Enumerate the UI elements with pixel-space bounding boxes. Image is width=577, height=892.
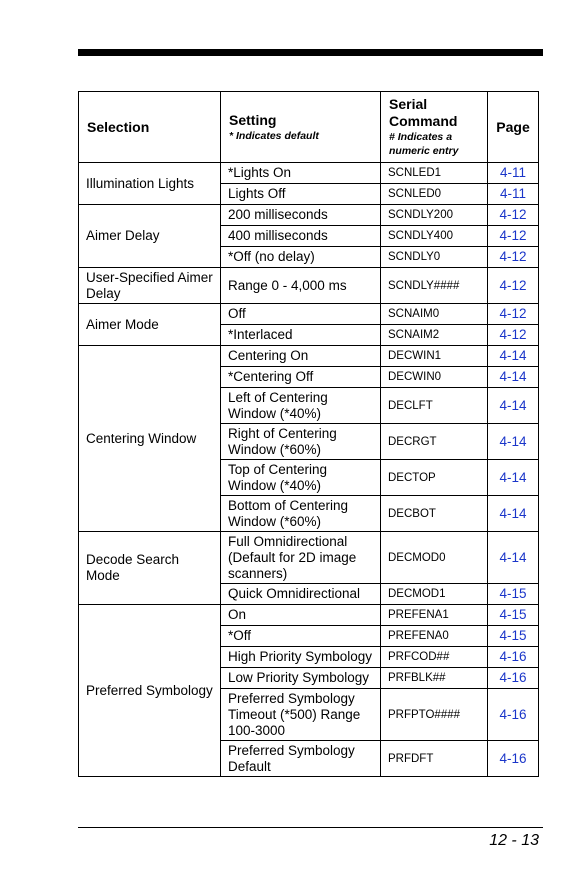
command-cell: SCNDLY0 [381, 247, 488, 268]
page-link[interactable]: 4-12 [488, 304, 539, 325]
command-cell: PRFCOD## [381, 647, 488, 668]
page-link[interactable]: 4-14 [488, 367, 539, 388]
page-link[interactable]: 4-12 [488, 205, 539, 226]
page-link[interactable]: 4-14 [488, 346, 539, 367]
table-row [79, 268, 539, 304]
setting-cell: *Lights On [221, 163, 381, 184]
setting-cell: *Centering Off [221, 367, 381, 388]
setting-cell: Lights Off [221, 184, 381, 205]
selection-cell: Aimer Mode [79, 304, 221, 346]
page-link[interactable]: 4-16 [488, 647, 539, 668]
table-row [79, 605, 539, 626]
command-cell: SCNDLY200 [381, 205, 488, 226]
selection-cell: User-Specified Aimer Delay [79, 268, 221, 304]
setting-cell: Bottom of Centering Window (*60%) [221, 496, 381, 532]
page-link[interactable]: 4-14 [488, 532, 539, 584]
command-cell: SCNDLY#### [381, 268, 488, 304]
command-cell: SCNLED1 [381, 163, 488, 184]
header-serial-command: Serial Command # Indicates a numeric entry [381, 92, 488, 163]
setting-cell: Full Omnidirectional (Default for 2D image scanners) [221, 532, 381, 584]
setting-cell: Preferred Symbology Default [221, 741, 381, 777]
command-cell: DECLFT [381, 388, 488, 424]
selection-cell: Aimer Delay [79, 205, 221, 268]
setting-cell: Right of Centering Window (*60%) [221, 424, 381, 460]
command-cell: SCNAIM2 [381, 325, 488, 346]
table-header-row [79, 92, 539, 163]
setting-cell: Off [221, 304, 381, 325]
command-cell: SCNAIM0 [381, 304, 488, 325]
setting-cell: Range 0 - 4,000 ms [221, 268, 381, 304]
header-setting: Setting * Indicates default [221, 92, 381, 163]
page-link[interactable]: 4-15 [488, 605, 539, 626]
setting-cell: Left of Centering Window (*40%) [221, 388, 381, 424]
command-cell: DECBOT [381, 496, 488, 532]
command-cell: DECMOD1 [381, 584, 488, 605]
command-cell: SCNLED0 [381, 184, 488, 205]
setting-cell: 400 milliseconds [221, 226, 381, 247]
command-cell: SCNDLY400 [381, 226, 488, 247]
setting-cell: *Interlaced [221, 325, 381, 346]
command-cell: PREFENA0 [381, 626, 488, 647]
page-link[interactable]: 4-12 [488, 268, 539, 304]
page-link[interactable]: 4-15 [488, 584, 539, 605]
selection-cell: Centering Window [79, 346, 221, 532]
command-cell: PRFPTO#### [381, 689, 488, 741]
setting-cell: *Off [221, 626, 381, 647]
selection-cell: Illumination Lights [79, 163, 221, 205]
command-cell: DECTOP [381, 460, 488, 496]
page-link[interactable]: 4-16 [488, 668, 539, 689]
setting-cell: 200 milliseconds [221, 205, 381, 226]
command-cell: PRFDFT [381, 741, 488, 777]
page-link[interactable]: 4-12 [488, 325, 539, 346]
table-row [79, 346, 539, 367]
header-page: Page [488, 92, 539, 163]
table-row [79, 304, 539, 325]
page-link[interactable]: 4-14 [488, 424, 539, 460]
page-link[interactable]: 4-11 [488, 163, 539, 184]
page-link[interactable]: 4-16 [488, 689, 539, 741]
selection-cell: Preferred Symbology [79, 605, 221, 777]
command-cell: DECMOD0 [381, 532, 488, 584]
header-selection: Selection [79, 92, 221, 163]
setting-cell: High Priority Symbology [221, 647, 381, 668]
table-row [79, 532, 539, 584]
page-link[interactable]: 4-12 [488, 247, 539, 268]
setting-cell: Top of Centering Window (*40%) [221, 460, 381, 496]
setting-cell: *Off (no delay) [221, 247, 381, 268]
page-link[interactable]: 4-14 [488, 460, 539, 496]
command-cell: PRFBLK## [381, 668, 488, 689]
page-link[interactable]: 4-14 [488, 388, 539, 424]
page-number: 12 - 13 [489, 832, 539, 849]
setting-cell: Low Priority Symbology [221, 668, 381, 689]
table-row [79, 205, 539, 226]
setting-cell: Preferred Symbology Timeout (*500) Range 100-3000 [221, 689, 381, 741]
setting-cell: On [221, 605, 381, 626]
table-row [79, 163, 539, 184]
top-rule [78, 49, 543, 56]
command-cell: DECWIN0 [381, 367, 488, 388]
setting-cell: Centering On [221, 346, 381, 367]
page-link[interactable]: 4-14 [488, 496, 539, 532]
selection-cell: Decode Search Mode [79, 532, 221, 605]
setting-cell: Quick Omnidirectional [221, 584, 381, 605]
command-cell: DECWIN1 [381, 346, 488, 367]
serial-command-table [78, 91, 539, 777]
page-link[interactable]: 4-12 [488, 226, 539, 247]
page-link[interactable]: 4-11 [488, 184, 539, 205]
command-cell: PREFENA1 [381, 605, 488, 626]
page-link[interactable]: 4-15 [488, 626, 539, 647]
command-cell: DECRGT [381, 424, 488, 460]
footer-rule [78, 827, 543, 828]
page-link[interactable]: 4-16 [488, 741, 539, 777]
